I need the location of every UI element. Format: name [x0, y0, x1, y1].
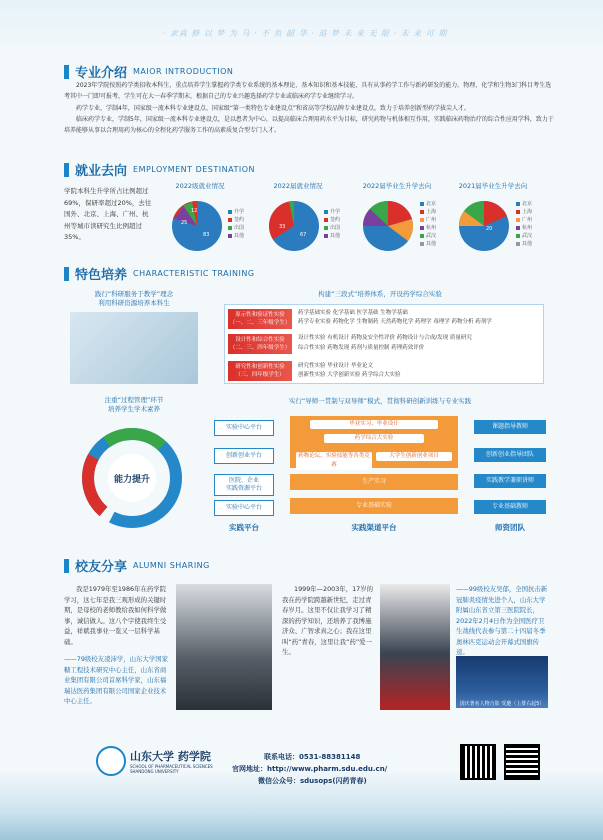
pie-label: 20 — [486, 226, 493, 232]
pie-legend-3 — [420, 200, 436, 248]
stage-row: 药学专业实验 药物化学 生物制药 天然药物化学 药理学 毒理学 药物分析 药剂学 — [298, 319, 492, 325]
right-caption: 构建“三段式”培养体系，开设药学综合实验 — [318, 290, 442, 298]
pie-label: 67 — [300, 232, 307, 238]
channel-item: 药物论坛、实验技能等各类竞赛 — [296, 452, 372, 470]
alumni-title-cn: 校友分享 — [75, 560, 128, 575]
alumni-2-photo — [380, 584, 450, 710]
channel-item: 毕业实习、毕业设计 — [310, 420, 438, 429]
pie-title-1: 2022级就业情况 — [175, 182, 225, 190]
alumni-section-title — [64, 556, 210, 575]
pie-title-4: 2021届毕业生升学去向 — [458, 182, 528, 190]
employment-title-en: EMPLOYMENT DESTINATION — [133, 165, 255, 174]
right-box: 创新创业指导团队 — [474, 448, 546, 462]
qr-code-icon[interactable] — [460, 744, 496, 780]
legend-item: 其他 — [426, 241, 437, 247]
legend-item: 其他 — [522, 241, 533, 247]
alumni-3-photo-caption: 国庆著名人物合影 受邀（上排右起5） — [459, 701, 545, 707]
right-box: 实践教学兼职讲师 — [474, 474, 546, 488]
legend-item: 北京 — [522, 201, 533, 207]
intro-p3: 临床药学专业，学制5年，国家级一流本科专业建设点，是以患者为中心，以提高临床合理用药水平为目标，研究药物与机体相互作用，实践临床药物治疗的综合性应用学科，致力于培养能够从事以合理用药为核心的全程化药学服务工作的高素质复合型专门人才。 — [64, 116, 554, 134]
channel-item: 药学综合大实验 — [324, 434, 424, 443]
left-box: 实验中心平台 — [214, 500, 274, 516]
legend-item: 北京 — [426, 201, 437, 207]
intro-p2: 药学专业，学制4年，国家级一流本科专业建设点、国家级“第一类特色专业建设点”和省高等学校品牌专业建设点，致力于培养创新型药学拔尖人才。 — [76, 105, 471, 112]
top-band — [0, 0, 603, 52]
stage-row: 研究性实验 毕业设计 毕业论文 — [298, 363, 373, 369]
title-bar — [64, 559, 69, 573]
legend-item: 出国 — [330, 225, 341, 231]
legend-item: 升学 — [330, 209, 341, 215]
pie-label: 33 — [279, 224, 286, 230]
employment-section-title — [64, 160, 255, 179]
pie-legend-4 — [516, 200, 532, 248]
pie-legend-1 — [228, 208, 244, 240]
title-bar — [64, 163, 69, 177]
footer-phone: 联系电话：0531-88381148 — [264, 753, 361, 761]
training-section-title — [64, 264, 255, 283]
left-box: 医院、企业 实践资源平台 — [214, 474, 274, 496]
title-bar — [64, 267, 69, 281]
legend-item: 签约 — [234, 217, 245, 223]
stage-tag-1: 原示性和验证性实验 （一、二、三年级学生） — [228, 309, 292, 329]
legend-item: 上海 — [522, 209, 533, 215]
pie-label: 25 — [181, 220, 188, 226]
cycle-center-label: 能力提升 — [113, 475, 150, 485]
stage-tag-3: 研究性和创新性实验 （三、四年级学生） — [228, 361, 292, 381]
legend-item: 签约 — [330, 217, 341, 223]
channel-item: 生产实习 — [290, 474, 458, 490]
intro-title-cn: 专业介绍 — [75, 66, 128, 81]
legend-item: 其他 — [234, 233, 245, 239]
left-box: 实验中心平台 — [214, 420, 274, 436]
alumni-title-en: ALUMNI SHARING — [133, 561, 210, 570]
stage-row: 设计性实验 有机设计 药物及安全性评价 药物设计与合成/发现 质量研究 — [298, 335, 472, 341]
alumni-3-credit: ——99级校友吴郁，全国抗击新冠肺炎疫情先进个人，山东大学附属山东省立第三医院院长，2022年2月4日作为全国医疗卫生战线代表参与第二十四届冬季奥林匹克运动会开幕式国旗传递。 — [456, 585, 548, 656]
left-box: 创新创业平台 — [214, 448, 274, 464]
stage-row: 药学基础实验 化学基础 医学基础 生物学基础 — [298, 310, 408, 316]
school-logo-text: 山东大学 药学院 — [130, 750, 211, 763]
stage-tag-2: 设计性和综合性实验 （二、三、四年级学生） — [228, 334, 292, 354]
legend-item: 上海 — [426, 209, 437, 215]
stage-row: 综合性实验 药物发现 药剂与质量控制 药理药效评价 — [298, 345, 425, 351]
channel-item: 专业基础实验 — [290, 498, 458, 514]
legend-item: 广州 — [426, 217, 437, 223]
pie-label: 12 — [191, 208, 198, 214]
pie-title-3: 2022届毕业生升学去向 — [362, 182, 432, 190]
pie-chart-1 — [172, 201, 222, 251]
footer-website[interactable]: 官网地址：http://www.pharm.sdu.edu.cn/ — [232, 765, 388, 773]
pie-chart-3 — [363, 201, 413, 251]
col-label: 实践渠道平台 — [351, 523, 397, 532]
legend-item: 武汉 — [426, 233, 437, 239]
title-bar — [64, 65, 69, 79]
employment-summary: 学院本科生升学所占比例超过69%，保研率超过20%，去往国外、北京、上海、广州、杭州等城市读研究生比例超过35%。 — [64, 187, 152, 241]
employment-pies — [160, 190, 600, 260]
cycle-caption: 注重“过程管理”环节 培养学生学术素养 — [104, 396, 164, 413]
stage-row: 创新性实验 大学创新实验 药学综合大实验 — [298, 372, 401, 378]
legend-item: 武汉 — [522, 233, 533, 239]
legend-item: 其他 — [330, 233, 341, 239]
legend-item: 杭州 — [426, 225, 437, 231]
pie-chart-4 — [459, 201, 509, 251]
pie-label: 83 — [203, 232, 210, 238]
right-box: 专业基础教师 — [474, 500, 546, 514]
school-logo-icon — [96, 746, 126, 776]
qr-code-icon[interactable] — [504, 744, 540, 780]
alumni-1-photo — [176, 584, 272, 710]
legend-item: 杭州 — [522, 225, 533, 231]
model-caption: 实行“导师一贯制与双导师”模式，贯彻科研创新训练与专业实践 — [288, 397, 472, 405]
channel-item: 大学生创新创业项目 — [376, 452, 452, 461]
training-title-cn: 特色培养 — [75, 268, 128, 283]
legend-item: 升学 — [234, 209, 245, 215]
alumni-1-text: 我是1979年至1986年在药学院学习，这七年是我三观形成的关键时期，是母校的老师教给我如何科学做事，诚信做人。这八个字使我终生受益，祥斌我事业一览又一层科学基础。 — [64, 585, 167, 646]
pie-title-2: 2022届就业情况 — [273, 182, 323, 190]
legend-item: 广州 — [522, 217, 533, 223]
lab-photo — [70, 312, 198, 384]
alumni-2-text: 1999年—2003年，17岁的我在药学院跨越新世纪，走过青春岁月。这里不仅让我学习了精深的药学知识，还培养了我博施济众、广智求真之心；我在这里叫“药”青春，这里让我“药”爱一生。 — [282, 585, 374, 656]
alumni-1-credit: ——79级校友凌沛学，山东大学国家糖工程技术研究中心主任，山东省商业集团有限公司首席科学家，山东福瑞达医药集团有限公司国家企业技术中心主任。 — [64, 655, 168, 705]
intro-section-title — [64, 62, 233, 81]
employment-title-cn: 就业去向 — [75, 164, 128, 179]
school-en: SCHOOL OF PHARMACEUTICAL SCIENCES SHANDONG UNIVERSITY — [130, 764, 213, 774]
pie-chart-2 — [269, 201, 319, 251]
footer-wechat: 微信公众号：sdusops(闪药青春) — [258, 777, 367, 785]
pie-legend-2 — [324, 208, 340, 240]
intro-title-en: MAIOR INTRODUCTION — [133, 67, 234, 76]
legend-item: 出国 — [234, 225, 245, 231]
col-label: 师资团队 — [495, 523, 525, 532]
right-box: 课题指导教师 — [474, 420, 546, 434]
slogan: · 求真 修 以 梦 为 马 · 不 负 韶 华 · 追 梦 未 来 无 限 · 未 来 可 期 — [162, 29, 448, 38]
col-label: 实践平台 — [229, 523, 259, 532]
left-caption: 践行“科研服务于教学”理念 利用科研资源培养本科生 — [94, 290, 174, 307]
intro-p1: 2023年学院按照药学类招收本科生，重点培养学生掌握药学类专业系统的基本理论、基本知识和基本技能，具有从事药学工作与新药研发的能力。物理、化学和生物3门科目考生选考其中一门即可报考，学生可在大一春季学期末，根据自己的专业兴趣选择药学专业或临床药学专业继续学习。 — [64, 82, 552, 100]
training-title-en: CHARACTERISTIC TRAINING — [133, 269, 255, 278]
